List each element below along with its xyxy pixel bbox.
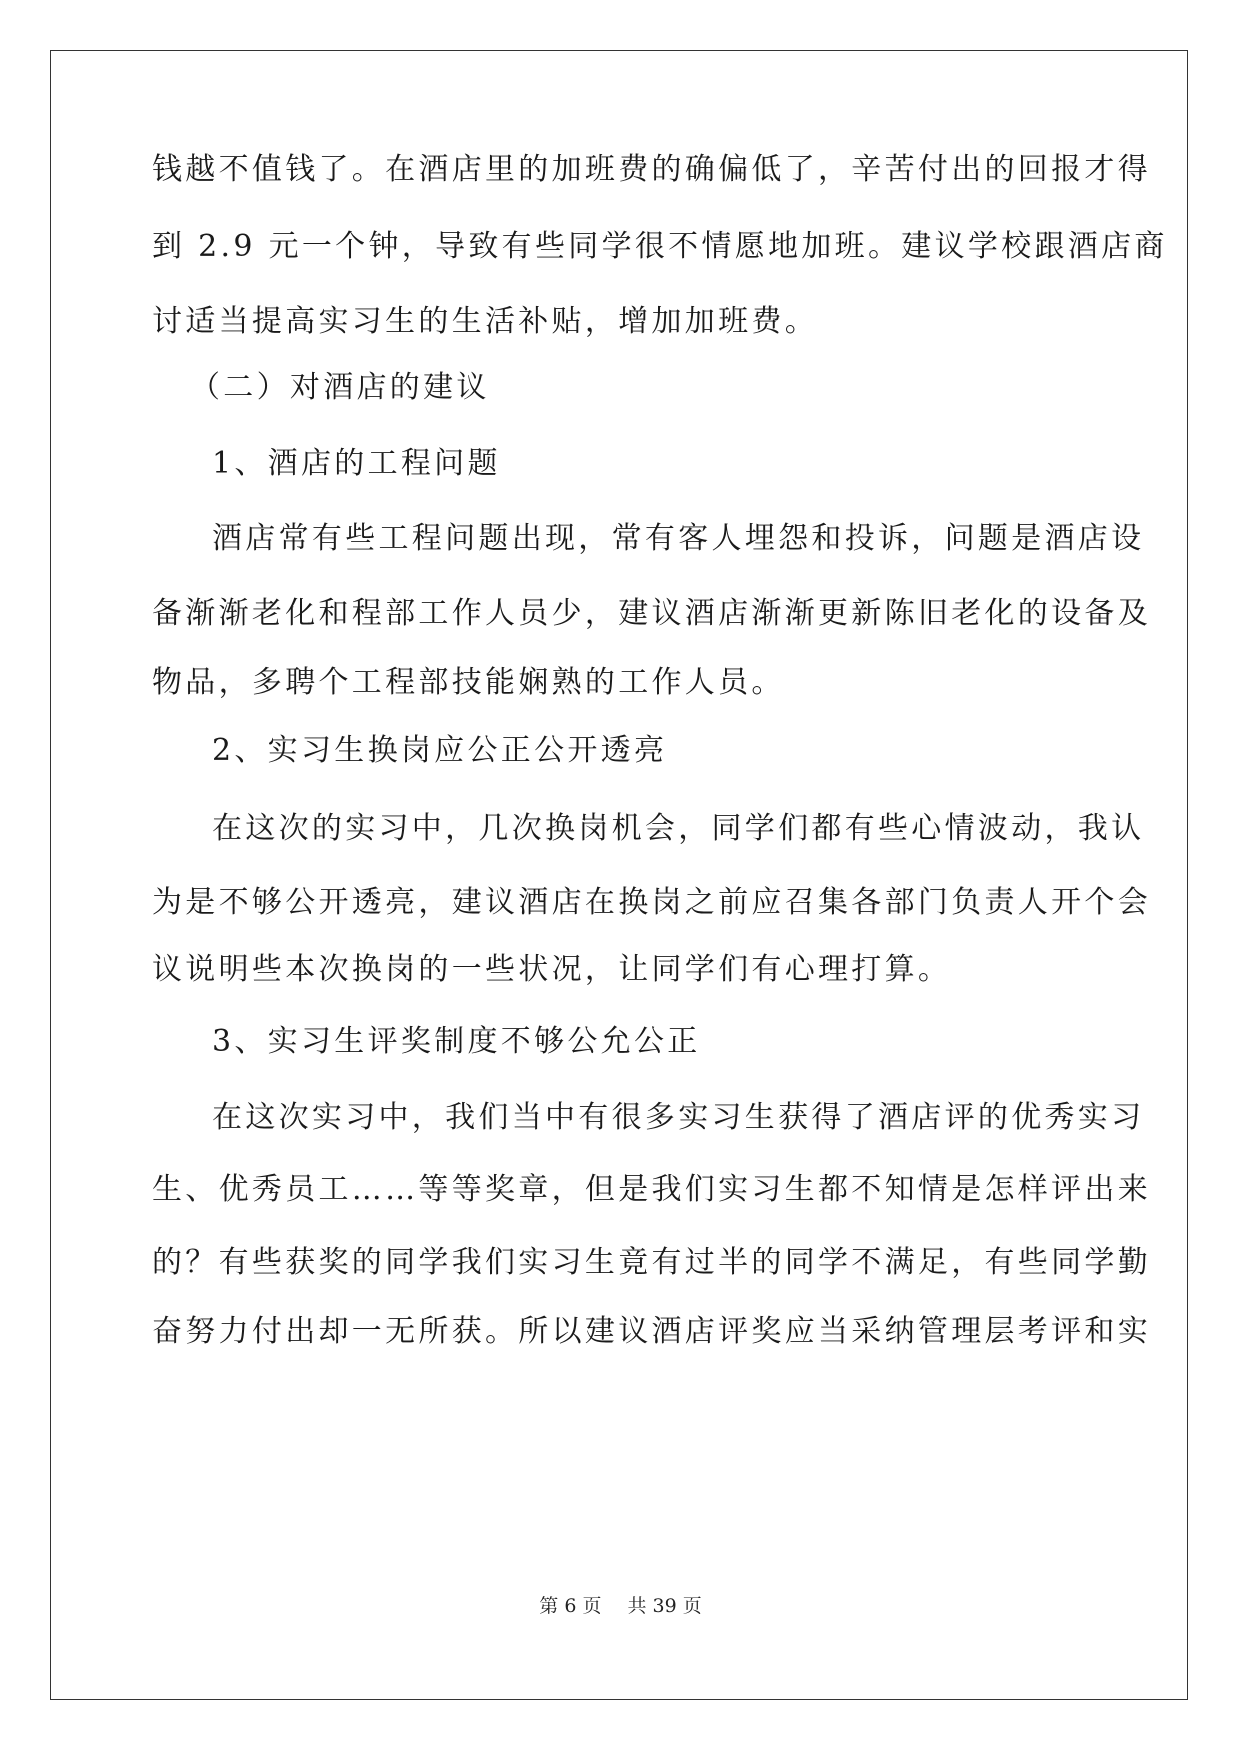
page-border [50, 50, 1188, 1700]
section-heading: （二）对酒店的建议 [190, 370, 490, 405]
paragraph-line: 在这次实习中，我们当中有很多实习生获得了酒店评的优秀实习 [212, 1100, 1145, 1135]
paragraph-line: 为是不够公开透亮，建议酒店在换岗之前应召集各部门负责人开个会 [152, 885, 1151, 920]
paragraph-line: 议说明些本次换岗的一些状况，让同学们有心理打算。 [152, 952, 952, 987]
paragraph-line: 备渐渐老化和程部工作人员少，建议酒店渐渐更新陈旧老化的设备及 [152, 596, 1151, 631]
paragraph-line: 的？有些获奖的同学我们实习生竟有过半的同学不满足，有些同学勤 [152, 1245, 1151, 1280]
page-number: 第 6 页 [539, 1595, 602, 1617]
paragraph-line: 奋努力付出却一无所获。所以建议酒店评奖应当采纳管理层考评和实 [152, 1314, 1151, 1349]
paragraph-line: 钱越不值钱了。在酒店里的加班费的确偏低了，辛苦付出的回报才得 [152, 152, 1151, 187]
paragraph-line: 酒店常有些工程问题出现，常有客人埋怨和投诉，问题是酒店设 [212, 521, 1145, 556]
paragraph-line: 物品，多聘个工程部技能娴熟的工作人员。 [152, 665, 785, 700]
page-total: 共 39 页 [627, 1595, 702, 1617]
subsection-heading: 2、实习生换岗应公正公开透亮 [212, 733, 668, 768]
page-footer [0, 1594, 1241, 1618]
paragraph-line: 到 2.9 元一个钟，导致有些同学很不情愿地加班。建议学校跟酒店商 [152, 229, 1168, 264]
subsection-heading: 1、酒店的工程问题 [212, 446, 501, 481]
paragraph-line: 生、优秀员工……等等奖章，但是我们实习生都不知情是怎样评出来 [152, 1172, 1151, 1207]
paragraph-line: 讨适当提高实习生的生活补贴，增加加班费。 [152, 304, 818, 339]
subsection-heading: 3、实习生评奖制度不够公允公正 [212, 1024, 701, 1059]
paragraph-line: 在这次的实习中，几次换岗机会，同学们都有些心情波动，我认 [212, 811, 1145, 846]
